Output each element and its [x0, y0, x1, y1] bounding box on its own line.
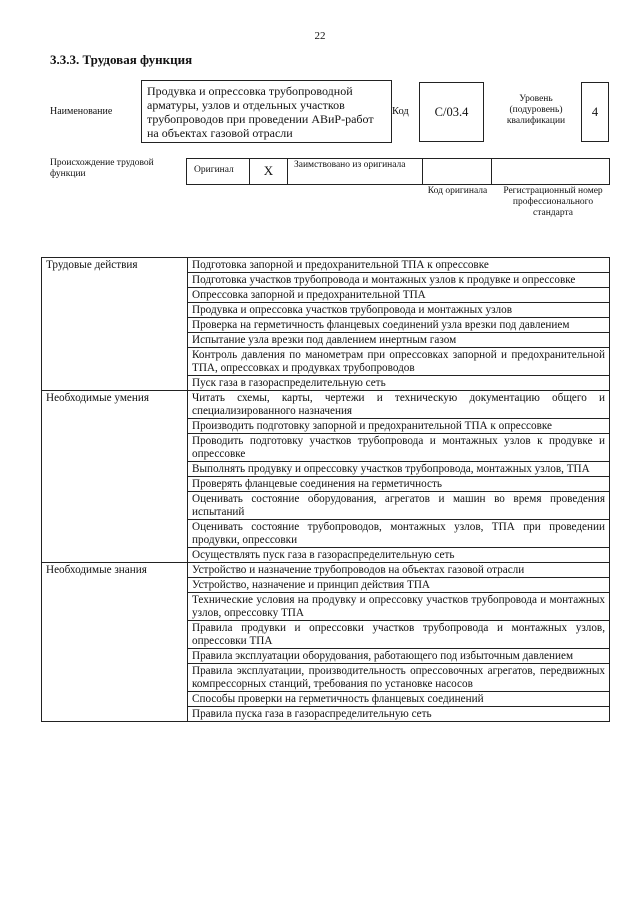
- section-item: Осуществлять пуск газа в газораспределительную сеть: [188, 548, 610, 563]
- section-item: Подготовка запорной и предохранительной ТПА к опрессовке: [188, 258, 610, 273]
- section-title-cell: Трудовые действия: [42, 258, 188, 273]
- section-title-cell: [42, 621, 188, 649]
- section-title-cell: [42, 649, 188, 664]
- section-title-cell: [42, 477, 188, 492]
- level-value: 4: [581, 82, 609, 142]
- table-row: [42, 303, 610, 318]
- code-label: Код: [392, 106, 409, 117]
- section-item: Проводить подготовку участков трубопровода и монтажных узлов к продувке и опрессовке: [188, 434, 610, 462]
- table-row: [42, 391, 610, 419]
- section-item: Правила эксплуатации, производительность опрессовочных агрегатов, передвижных компрессорных станций, требования по установке насосов: [188, 664, 610, 692]
- table-row: [42, 462, 610, 477]
- table-row: [42, 548, 610, 563]
- section-item: Оценивать состояние трубопроводов, монтажных узлов, ТПА при проведении продувки, опрессовки: [188, 520, 610, 548]
- section-title-cell: [42, 692, 188, 707]
- section-title-cell: [42, 492, 188, 520]
- section-item: Проверка на герметичность фланцевых соединений узла врезки под давлением: [188, 318, 610, 333]
- table-row: [42, 692, 610, 707]
- table-row: [42, 707, 610, 722]
- section-item: Технические условия на продувку и опрессовку участков трубопровода и монтажных узлов, опрессовку ТПА: [188, 593, 610, 621]
- section-item: Продувка и опрессовка участков трубопровода и монтажных узлов: [188, 303, 610, 318]
- registration-caption: Регистрационный номер профессионального стандарта: [503, 186, 603, 218]
- section-item: Опрессовка запорной и предохранительной ТПА: [188, 288, 610, 303]
- section-title-cell: Необходимые умения: [42, 391, 188, 419]
- section-item: Устройство, назначение и принцип действия ТПА: [188, 578, 610, 593]
- section-title-cell: [42, 664, 188, 692]
- original-code-cell: [423, 159, 492, 184]
- table-row: [42, 376, 610, 391]
- table-row: [42, 477, 610, 492]
- section-title-cell: [42, 333, 188, 348]
- section-title-cell: [42, 376, 188, 391]
- section-item: Устройство и назначение трубопроводов на объектах газовой отрасли: [188, 563, 610, 578]
- table-row: [42, 333, 610, 348]
- table-row: [42, 621, 610, 649]
- table-row: [42, 258, 610, 273]
- origin-row: [186, 158, 610, 185]
- table-row: [42, 273, 610, 288]
- table-row: [42, 288, 610, 303]
- section-title-cell: [42, 348, 188, 376]
- section-title-cell: [42, 434, 188, 462]
- section-title-cell: [42, 273, 188, 288]
- section-title-cell: Необходимые знания: [42, 563, 188, 578]
- section-title-cell: [42, 548, 188, 563]
- table-row: [42, 434, 610, 462]
- table-row: [42, 649, 610, 664]
- original-label: Оригинал: [187, 159, 250, 184]
- section-title: 3.3.3. Трудовая функция: [50, 52, 193, 67]
- table-row: [42, 664, 610, 692]
- section-item: Правила продувки и опрессовки участков трубопровода и монтажных узлов, опрессовки ТПА: [188, 621, 610, 649]
- section-item: Испытание узла врезки под давлением инертным газом: [188, 333, 610, 348]
- borrowed-label: Заимствовано из оригинала: [288, 159, 423, 184]
- section-item: Правила пуска газа в газораспределительную сеть: [188, 707, 610, 722]
- section-item: Способы проверки на герметичность фланцевых соединений: [188, 692, 610, 707]
- table-row: [42, 593, 610, 621]
- section-item: Выполнять продувку и опрессовку участков трубопровода, монтажных узлов, ТПА: [188, 462, 610, 477]
- table-row: [42, 520, 610, 548]
- section-item: Производить подготовку запорной и предохранительной ТПА к опрессовке: [188, 419, 610, 434]
- origin-label: Происхождение трудовой функции: [50, 158, 154, 179]
- section-title-cell: [42, 593, 188, 621]
- section-title-cell: [42, 303, 188, 318]
- section-title-cell: [42, 318, 188, 333]
- section-title-cell: [42, 578, 188, 593]
- name-label: Наименование: [50, 106, 113, 117]
- page-number: 22: [314, 30, 326, 42]
- table-row: [42, 419, 610, 434]
- table-row: [42, 348, 610, 376]
- registration-number-cell: [492, 159, 609, 184]
- section-title-cell: [42, 288, 188, 303]
- section-item: Правила эксплуатации оборудования, работающего под избыточным давлением: [188, 649, 610, 664]
- table-row: [42, 492, 610, 520]
- function-name-box: Продувка и опрессовка трубопроводной арматуры, узлов и отдельных участков трубопроводов при проведении АВиР-работ на объектах газовой отрасли: [141, 80, 392, 143]
- table-row: [42, 318, 610, 333]
- section-title-cell: [42, 520, 188, 548]
- section-item: Оценивать состояние оборудования, агрегатов и машин во время проведения испытаний: [188, 492, 610, 520]
- section-item: Пуск газа в газораспределительную сеть: [188, 376, 610, 391]
- function-details-table: [41, 257, 610, 722]
- table-row: [42, 578, 610, 593]
- section-item: Читать схемы, карты, чертежи и техническую документацию общего и специализированного назначения: [188, 391, 610, 419]
- level-label: Уровень (подуровень) квалификации: [506, 94, 566, 126]
- section-title-cell: [42, 707, 188, 722]
- code-value: С/03.4: [419, 82, 484, 142]
- section-item: Контроль давления по манометрам при опрессовках запорной и предохранительной ТПА, опрессовках и продувках трубопроводов: [188, 348, 610, 376]
- original-mark: X: [250, 159, 288, 184]
- section-item: Подготовка участков трубопровода и монтажных узлов к продувке и опрессовке: [188, 273, 610, 288]
- section-title-cell: [42, 419, 188, 434]
- section-item: Проверять фланцевые соединения на герметичность: [188, 477, 610, 492]
- code-caption: Код оригинала: [427, 186, 488, 196]
- section-title-cell: [42, 462, 188, 477]
- table-row: [42, 563, 610, 578]
